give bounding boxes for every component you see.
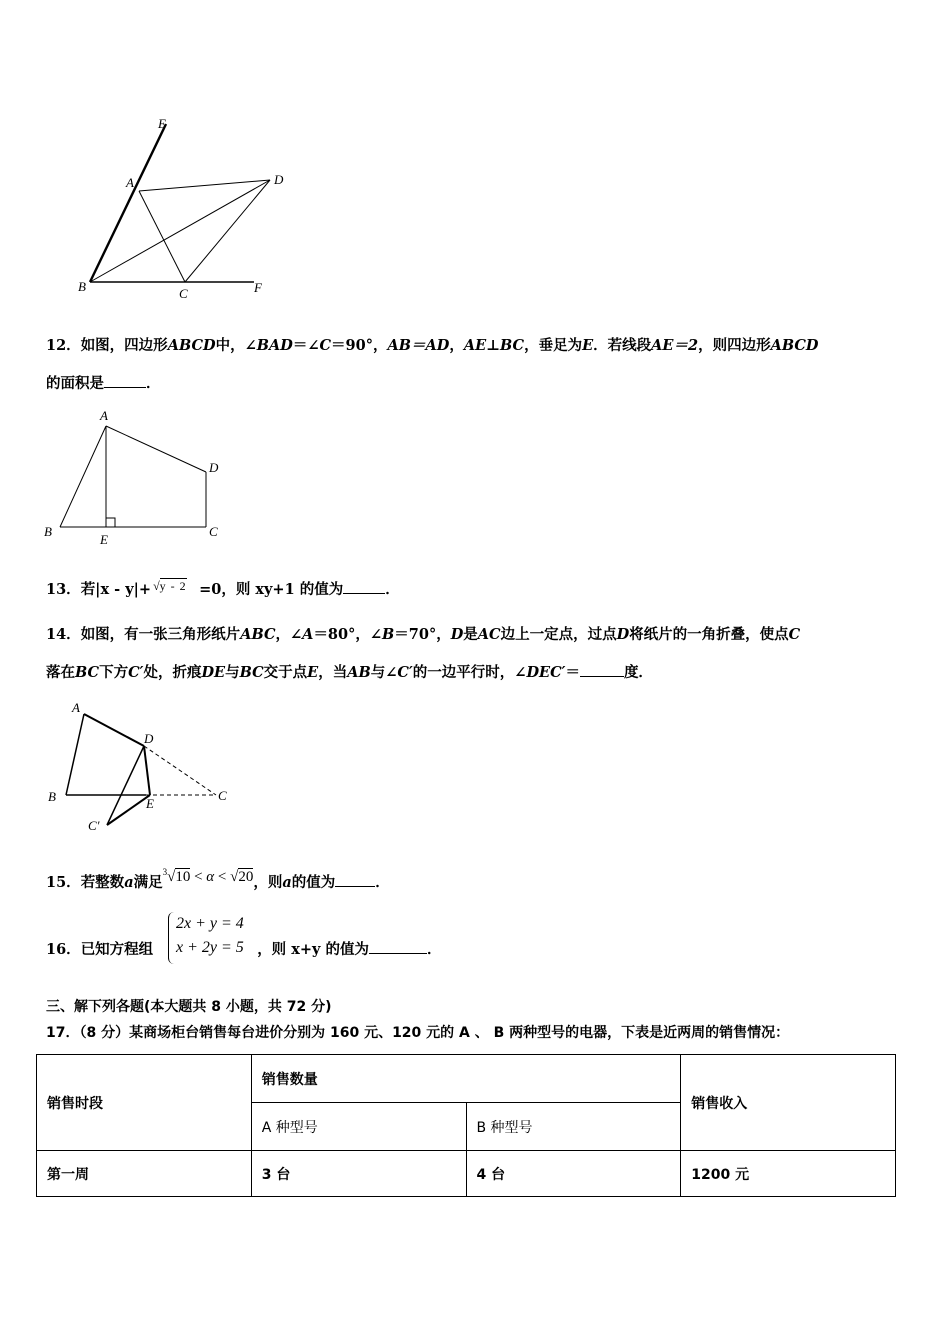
label-D: D: [144, 731, 154, 746]
table-row: [37, 1151, 896, 1197]
cell-period: 第一周: [37, 1151, 252, 1197]
equation-2: x + 2y = 5: [176, 939, 244, 956]
figure-q11: [70, 110, 290, 310]
label-D: D: [209, 460, 219, 475]
label-E: E: [100, 532, 108, 547]
question-14-line2: 落在BC下方C′处，折痕DE与BC交于点E，当AB与∠C′的一边平行时，∠DEC′＝ 度．: [46, 664, 653, 681]
label-C: C: [209, 524, 218, 539]
answer-blank-15[interactable]: [335, 872, 375, 887]
cell-type-a: 3 台: [251, 1151, 466, 1197]
inequality: $^3$√10 < α < √20: [162, 867, 254, 885]
label-A: A: [126, 175, 134, 190]
header-quantity: 销售数量: [251, 1055, 681, 1103]
question-14-line1: 14．如图，有一张三角形纸片ABC，∠A＝80°，∠B＝70°，D是AC边上一定点，过点D将纸片的一角折叠，使点C: [46, 626, 801, 643]
cell-type-b: 4 台: [466, 1151, 681, 1197]
header-type-a: A 种型号: [251, 1103, 466, 1151]
label-C-prime: C′: [88, 818, 100, 833]
label-A: A: [72, 700, 80, 715]
header-income: 销售收入: [681, 1055, 896, 1151]
label-E: E: [146, 796, 154, 811]
question-13: 13．若|x - y|+ √y - 2 =0，则 xy+1 的值为 ．: [46, 579, 400, 600]
sqrt-sign: √y - 2: [153, 579, 187, 593]
question-17: 17．（8 分）某商场柜台销售每台进价分别为 160 元、120 元的 A 、 B 两种型号的电器，下表是近两周的销售情况：: [46, 1025, 790, 1041]
label-B: B: [44, 524, 52, 539]
question-12-line1: 12．如图，四边形ABCD中，∠BAD＝∠C＝90°，AB＝AD，AE⊥BC，垂足为E．若线段AE＝2，则四边形ABCD: [46, 337, 819, 354]
section-3-title: 三、解下列各题(本大题共 8 小题，共 72 分): [46, 999, 332, 1015]
figure-q12: [38, 402, 238, 550]
question-16: 16．已知方程组 ，则 x+y 的值为 ．: [46, 941, 442, 958]
figure-q14: [40, 700, 250, 840]
answer-blank-14[interactable]: [580, 662, 624, 677]
sales-table: [36, 1054, 896, 1197]
equation-1: 2x + y = 4: [176, 915, 244, 932]
label-A: A: [100, 408, 108, 423]
header-type-b: B 种型号: [466, 1103, 681, 1151]
label-B: B: [48, 789, 56, 804]
label-D: D: [274, 172, 284, 187]
label-B: B: [78, 279, 86, 294]
question-12-line2: 的面积是 ．: [46, 375, 161, 392]
label-C: C: [179, 286, 188, 301]
answer-blank-12[interactable]: [104, 373, 146, 388]
question-15: 15．若整数a满足$^3$√10 < α < √20，则a的值为 ．: [46, 867, 390, 891]
answer-blank-13[interactable]: [343, 579, 385, 594]
label-F: F: [254, 280, 262, 295]
answer-blank-16[interactable]: [369, 939, 427, 954]
label-E: E: [158, 116, 166, 131]
header-period: 销售时段: [37, 1055, 252, 1151]
equation-system: [168, 912, 264, 964]
cell-income: 1200 元: [681, 1151, 896, 1197]
label-C: C: [218, 788, 227, 803]
